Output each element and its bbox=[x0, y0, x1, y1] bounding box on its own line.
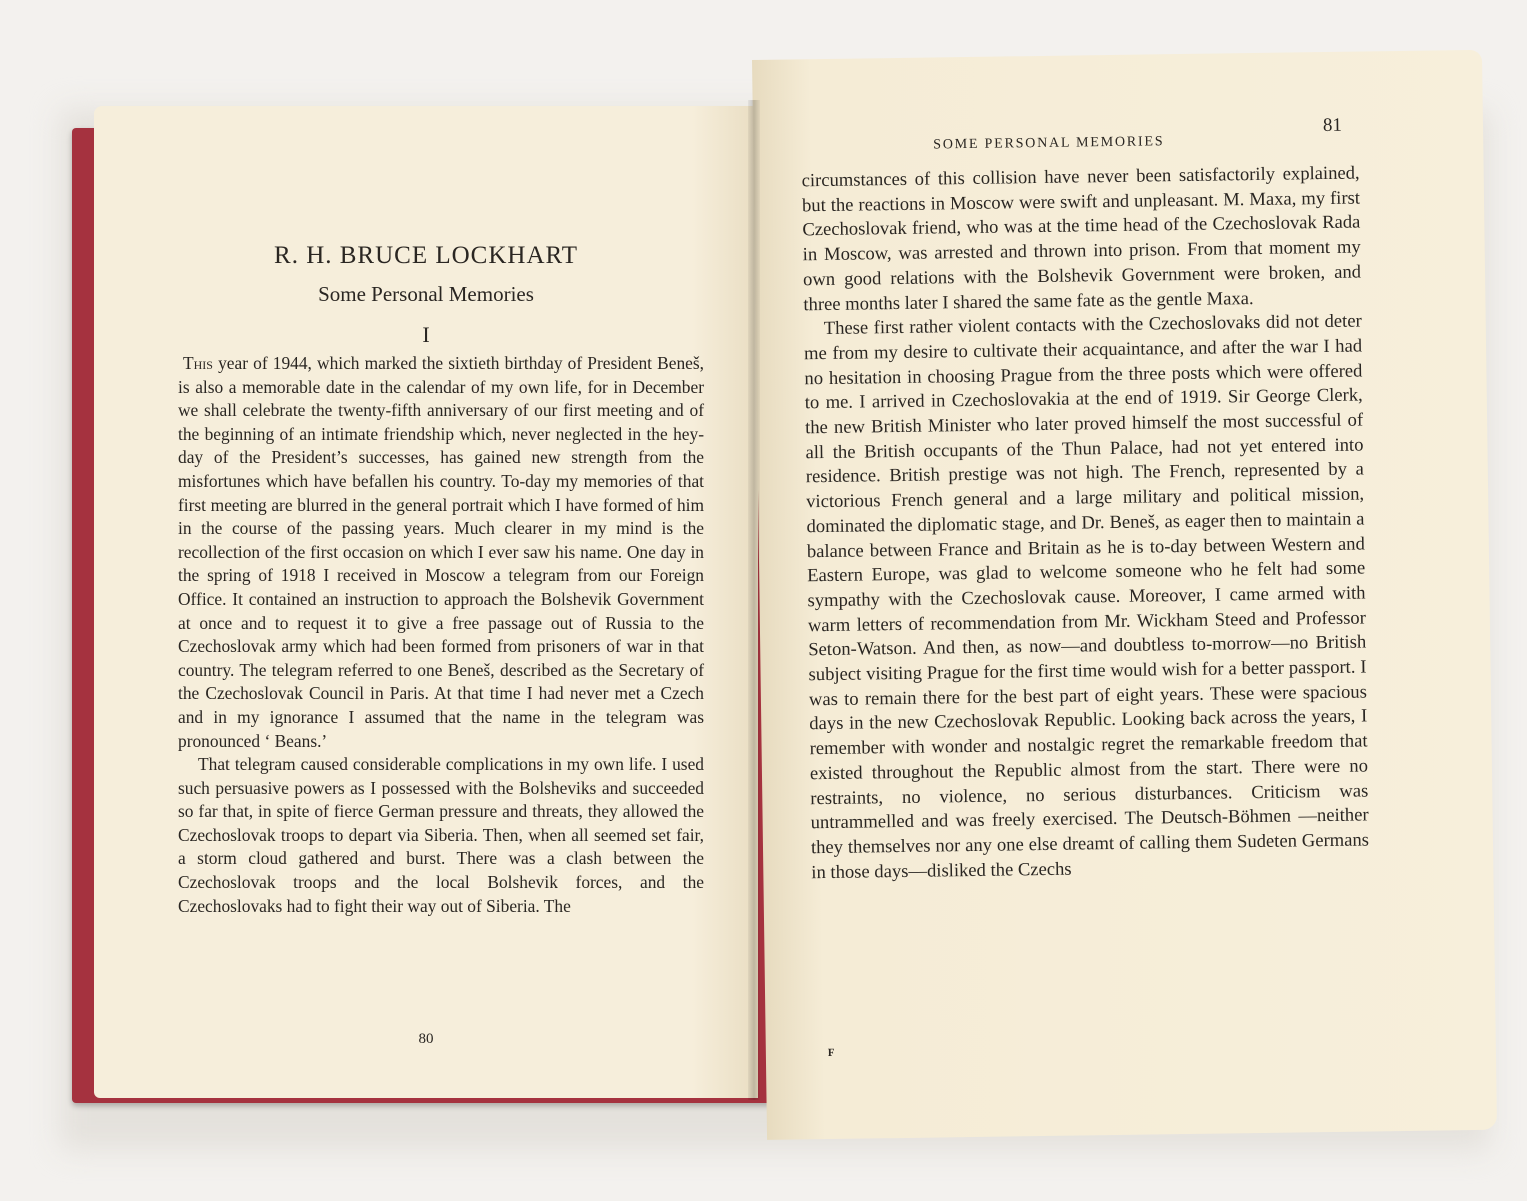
page-number-left: 80 bbox=[418, 1031, 434, 1047]
page-title: R. H. BRUCE LOCKHART bbox=[274, 242, 578, 269]
paragraph: That telegram caused considerable complications in my own life. I used such persuasive powers as I possessed with the Bolsheviks and succeeded so far that, in spite of fierce German pressure and threats, they allowed the Czechoslovak troops to depart via Siberia. Then, when all seemed set fair, a storm cloud gathered and burst. There was a clash between the Czechoslovak troops and the local Bolshevik forces, and the Czechoslovaks had to fight their way out of Siberia. The bbox=[178, 754, 704, 916]
running-head: SOME PERSONAL MEMORIES bbox=[933, 134, 1165, 153]
section-numeral: I bbox=[422, 322, 430, 347]
signature-mark: F bbox=[827, 1046, 835, 1060]
left-page bbox=[94, 106, 758, 1098]
opening-word: This bbox=[183, 353, 213, 373]
page-number-right: 81 bbox=[1322, 114, 1343, 137]
right-page-body bbox=[802, 162, 1370, 886]
paragraph-text: year of 1944, which marked the sixtieth birthday of President Beneš, is also a memorable date in the calendar of my own life, for in December we shall celebrate the twenty-fifth anniversary of our first meeting and of the beginning of an intimate friendship which, never neglected in the hey-day of the President’s successes, has gained new strength from the misfortunes which have befallen his country. To-day my memories of that first meeting are blurred in the general portrait which I have formed of him in the course of the passing years. Much clearer in my mind is the recollection of the first occasion on which I ever saw his name. One day in the spring of 1918 I received in Moscow a telegram from our Foreign Office. It contained an instruction to approach the Bolshevik Government at once and to request it to give a free passage out of Russia to the Czechoslovak army which had been formed from prisoners of war in that country. The telegram referred to one Beneš, described as the Secretary of the Czechoslovak Council in Paris. At that time I had never met a Czech and in my ignorance I assumed that the name in the telegram was pronounced ‘ Beans.’ bbox=[178, 353, 704, 751]
page-subtitle: Some Personal Memories bbox=[318, 282, 534, 306]
paragraph: circumstances of this collision have never been satisfactorily explained, but the reactions in Moscow were swift and unpleasant. M. Maxa, my first Czechoslovak friend, who was at the time head of the Czechoslovak Rada in Moscow, was arrested and thrown into prison. From that moment my own good relations with the Bolshevik Government were broken, and three months later I shared the same fate as the gentle Maxa. bbox=[801, 162, 1362, 315]
right-page bbox=[752, 50, 1497, 1140]
left-page-body bbox=[178, 352, 704, 918]
paragraph: These first rather violent contacts with the Czechoslovaks did not deter me from my desire to cultivate their acquaintance, and after the war I had no hesitation in choosing Prague from the three posts which were offered to me. I arrived in Czechoslovakia at the end of 1919. Sir George Clerk, the new British Minister who later proved himself the most successful of all the British occupants of the Thun Palace, had not yet entered into residence. British prestige was not high. The French, represented by a victorious French general and a large military and political mission, dominated the diplomatic stage, and Dr. Beneš, as eager then to maintain a balance between France and Britain as he is to-day between Western and Eastern Europe, was glad to welcome someone who he felt had some sympathy with the Czechoslovak cause. Moreover, I came armed with warm letters of recommendation from Mr. Wickham Steed and Professor Seton-Watson. And then, as now—and doubtless to-morrow—no British subject visiting Prague for the first time would wish for a better passport. I was to remain there for the best part of eight years. These were spacious days in the new Czechoslovak Republic. Looking back across the years, I remember with wonder and nostalgic regret the remarkable freedom that existed throughout the Republic almost from the start. There were no restraints, no violence, no serious disturbances. Criticism was untrammelled and was freely exercised. The Deutsch-Böhmen —neither they themselves nor any one else dreamt of calling them Sudeten Germans in those days—disliked the Czechs bbox=[803, 310, 1370, 883]
book-gutter bbox=[748, 100, 760, 1100]
paragraph bbox=[178, 352, 704, 753]
